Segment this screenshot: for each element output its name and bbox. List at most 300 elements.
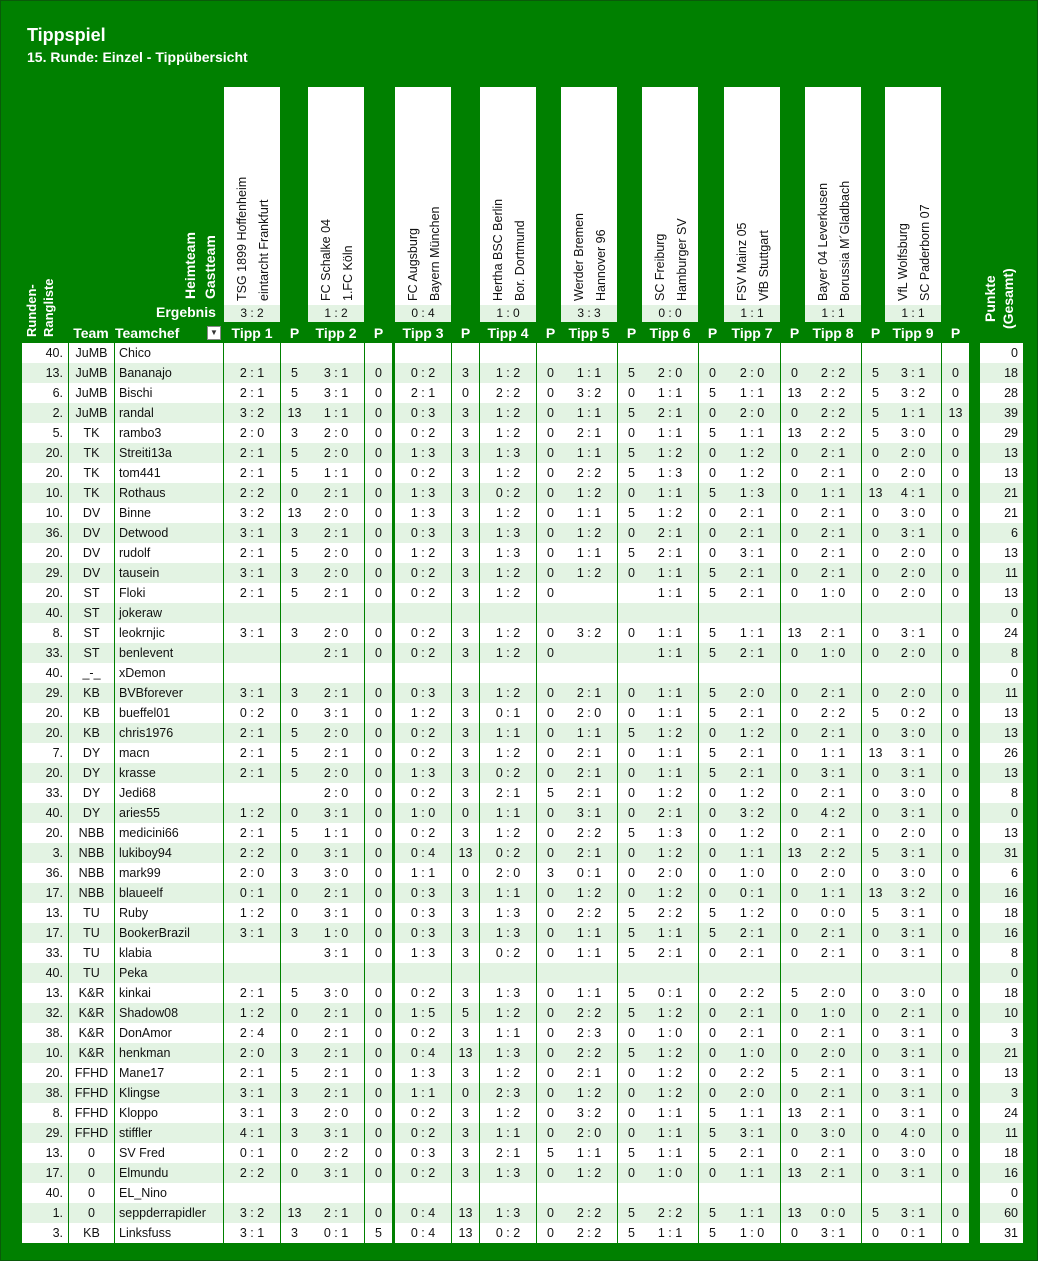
tipp-cell: 1 : 2	[561, 1083, 617, 1103]
points-cell: 5	[618, 443, 645, 463]
rank-cell: 5.	[22, 423, 68, 443]
tipp-cell: 0 : 0	[805, 903, 861, 923]
points-cell: 0	[365, 1043, 392, 1063]
teamchef-cell: rudolf	[115, 543, 223, 563]
points-cell	[537, 603, 564, 623]
tipp-cell: 0 : 2	[480, 1223, 536, 1243]
tipp-cell: 1 : 2	[480, 683, 536, 703]
tipp-cell	[561, 583, 617, 603]
table-row	[22, 823, 1025, 843]
points-cell: 0	[618, 483, 645, 503]
table-row	[22, 1063, 1025, 1083]
tipp-cell: 1 : 1	[308, 463, 364, 483]
tipp-cell: 2 : 0	[308, 503, 364, 523]
tipp-cell: 1 : 1	[561, 543, 617, 563]
tipp-cell: 3 : 2	[885, 883, 941, 903]
tipp-cell: 3 : 1	[885, 523, 941, 543]
tipp-cell: 1 : 1	[561, 923, 617, 943]
table-row	[22, 803, 1025, 823]
total-points-cell: 6	[980, 523, 1023, 543]
tipp-cell: 0 : 3	[395, 403, 451, 423]
points-cell: 0	[699, 403, 726, 423]
points-cell: 0	[699, 443, 726, 463]
tipp-cell: 2 : 0	[308, 563, 364, 583]
tipp-cell: 4 : 1	[885, 483, 941, 503]
points-cell: 13	[781, 1203, 808, 1223]
points-cell: 0	[281, 883, 308, 903]
points-cell	[537, 1183, 564, 1203]
tipp-cell: 3 : 1	[308, 803, 364, 823]
tipp-cell: 2 : 2	[561, 823, 617, 843]
away-team-name: VfB Stuttgart	[757, 230, 771, 301]
points-column-header: P	[626, 325, 637, 341]
points-cell: 0	[281, 903, 308, 923]
tipp-cell: 2 : 2	[561, 1203, 617, 1223]
tipp-cell: 2 : 1	[561, 1063, 617, 1083]
points-cell: 3	[452, 1063, 479, 1083]
points-cell: 0	[781, 763, 808, 783]
away-team-name: Hannover 96	[594, 229, 608, 301]
table-row	[22, 563, 1025, 583]
tipp-cell: 2 : 1	[308, 483, 364, 503]
table-row	[22, 1003, 1025, 1023]
points-cell: 0	[537, 883, 564, 903]
points-cell: 0	[537, 543, 564, 563]
points-cell: 0	[618, 783, 645, 803]
tipp-cell: 1 : 1	[642, 383, 698, 403]
tipp-cell: 0 : 2	[480, 943, 536, 963]
tipp-cell: 3 : 1	[224, 1223, 280, 1243]
tipp-cell: 2 : 0	[885, 563, 941, 583]
total-points-cell: 0	[980, 603, 1023, 623]
tipp-cell: 1 : 1	[642, 683, 698, 703]
tipp-cell: 2 : 1	[642, 803, 698, 823]
points-cell: 0	[537, 523, 564, 543]
tipp-cell: 3 : 1	[308, 843, 364, 863]
table-row	[22, 463, 1025, 483]
points-cell: 3	[281, 923, 308, 943]
tipp-cell	[724, 663, 780, 683]
team-cell: JuMB	[69, 363, 114, 383]
team-cell: NBB	[69, 883, 114, 903]
table-row	[22, 1083, 1025, 1103]
tipp-cell	[308, 963, 364, 983]
table-row	[22, 983, 1025, 1003]
tipp-cell	[885, 1183, 941, 1203]
table-row	[22, 863, 1025, 883]
tipp-cell: 1 : 0	[724, 863, 780, 883]
points-cell: 0	[942, 1123, 969, 1143]
rank-cell: 20.	[22, 723, 68, 743]
rank-cell: 2.	[22, 403, 68, 423]
team-cell: KB	[69, 1223, 114, 1243]
points-cell: 5	[618, 1003, 645, 1023]
tipp-cell: 1 : 2	[724, 823, 780, 843]
tipp-cell: 0 : 2	[395, 563, 451, 583]
rank-cell: 6.	[22, 383, 68, 403]
tipp-cell: 2 : 1	[308, 1023, 364, 1043]
away-team-name: eintarcht Frankfurt	[257, 199, 271, 301]
table-row	[22, 543, 1025, 563]
tipp-cell: 3 : 1	[885, 1163, 941, 1183]
home-team-name: FC Schalke 04	[319, 219, 333, 301]
team-cell: KB	[69, 723, 114, 743]
team-cell: TU	[69, 963, 114, 983]
home-team-name: Bayer 04 Leverkusen	[816, 182, 830, 301]
tipp-cell: 2 : 1	[805, 523, 861, 543]
tipp-cell: 2 : 0	[642, 363, 698, 383]
points-cell: 0	[537, 363, 564, 383]
tipp-cell: 1 : 1	[642, 623, 698, 643]
tipp-cell: 0 : 1	[561, 863, 617, 883]
tipp-cell: 0 : 2	[480, 763, 536, 783]
points-cell: 0	[781, 1003, 808, 1023]
points-cell: 0	[781, 803, 808, 823]
tipp-cell: 3 : 2	[224, 1203, 280, 1223]
team-cell: JuMB	[69, 343, 114, 363]
points-cell: 0	[618, 1063, 645, 1083]
tipp-cell: 1 : 2	[395, 543, 451, 563]
points-cell: 0	[699, 543, 726, 563]
tipp-cell: 0 : 3	[395, 903, 451, 923]
tipp-cell: 2 : 1	[561, 843, 617, 863]
total-points-cell: 18	[980, 983, 1023, 1003]
tipp-cell: 3 : 0	[885, 723, 941, 743]
points-cell: 5	[281, 463, 308, 483]
points-cell: 5	[281, 363, 308, 383]
tipp-cell: 2 : 0	[885, 543, 941, 563]
rank-cell: 3.	[22, 843, 68, 863]
tipp-cell: 2 : 0	[724, 1083, 780, 1103]
tipp-cell: 1 : 1	[642, 643, 698, 663]
teamchef-cell: seppderrapidler	[115, 1203, 223, 1223]
tipp-cell: 3 : 0	[885, 503, 941, 523]
points-cell: 0	[452, 863, 479, 883]
total-points-cell: 6	[980, 863, 1023, 883]
points-cell: 0	[537, 563, 564, 583]
tipp-cell: 2 : 1	[724, 923, 780, 943]
team-cell: TU	[69, 923, 114, 943]
tipp-cell: 3 : 1	[885, 1063, 941, 1083]
team-cell: ST	[69, 623, 114, 643]
points-cell: 3	[281, 523, 308, 543]
teamchef-cell: bueffel01	[115, 703, 223, 723]
points-cell: 0	[862, 1223, 889, 1243]
tipp-cell: 2 : 1	[561, 423, 617, 443]
tipp-cell: 2 : 3	[561, 1023, 617, 1043]
teamchef-cell: Mane17	[115, 1063, 223, 1083]
rank-cell: 40.	[22, 1183, 68, 1203]
points-cell: 0	[699, 783, 726, 803]
tipp-cell: 2 : 1	[224, 443, 280, 463]
points-cell	[452, 343, 479, 363]
points-cell: 5	[618, 983, 645, 1003]
tipp-cell: 2 : 1	[805, 1103, 861, 1123]
points-cell: 0	[781, 363, 808, 383]
points-cell: 5	[618, 943, 645, 963]
points-column-header: P	[373, 325, 384, 341]
points-cell: 0	[862, 583, 889, 603]
tipp-cell: 1 : 2	[724, 463, 780, 483]
rank-cell: 13.	[22, 1143, 68, 1163]
tipp-cell	[642, 963, 698, 983]
points-cell: 0	[537, 583, 564, 603]
points-cell	[281, 963, 308, 983]
tipp-cell: 3 : 0	[308, 863, 364, 883]
total-points-cell: 13	[980, 463, 1023, 483]
points-cell: 0	[862, 683, 889, 703]
filter-dropdown-icon[interactable]: ▼	[207, 326, 221, 340]
tipp-cell: 2 : 1	[308, 1003, 364, 1023]
tipp-cell: 1 : 2	[561, 1163, 617, 1183]
points-column-header: P	[460, 325, 471, 341]
points-cell: 13	[781, 383, 808, 403]
rank-cell: 13.	[22, 363, 68, 383]
points-cell: 0	[781, 1223, 808, 1243]
points-cell: 0	[862, 783, 889, 803]
tipp-column-header: Tipp 7	[731, 325, 773, 341]
points-cell: 0	[365, 823, 392, 843]
tipp-cell: 1 : 3	[395, 1063, 451, 1083]
tipp-cell: 1 : 0	[724, 1043, 780, 1063]
points-cell: 3	[452, 643, 479, 663]
tipp-cell: 2 : 1	[224, 983, 280, 1003]
tipp-cell: 2 : 1	[805, 623, 861, 643]
total-points-cell: 13	[980, 1063, 1023, 1083]
team-cell: DY	[69, 743, 114, 763]
tipp-cell: 2 : 1	[724, 703, 780, 723]
points-cell: 5	[618, 503, 645, 523]
tipp-cell	[561, 663, 617, 683]
tipp-cell: 1 : 1	[642, 1123, 698, 1143]
rank-cell: 29.	[22, 1123, 68, 1143]
table-row	[22, 403, 1025, 423]
tipp-cell: 0 : 3	[395, 1143, 451, 1163]
points-cell: 0	[781, 683, 808, 703]
tipp-cell: 3 : 1	[885, 1103, 941, 1123]
tipp-cell: 1 : 1	[642, 583, 698, 603]
points-cell: 3	[452, 543, 479, 563]
tipp-cell: 1 : 1	[805, 743, 861, 763]
tipp-cell	[395, 1183, 451, 1203]
points-cell: 13	[781, 843, 808, 863]
table-row	[22, 1043, 1025, 1063]
tipp-cell: 1 : 3	[480, 543, 536, 563]
page-subtitle: 15. Runde: Einzel - Tippübersicht	[27, 49, 248, 65]
points-cell	[699, 603, 726, 623]
tipp-cell: 0 : 1	[480, 703, 536, 723]
points-cell: 3	[452, 783, 479, 803]
teamchef-cell: chris1976	[115, 723, 223, 743]
team-cell: TK	[69, 443, 114, 463]
tipp-column-header: Tipp 4	[487, 325, 529, 341]
points-cell: 0	[365, 723, 392, 743]
tipp-cell: 0 : 2	[395, 583, 451, 603]
tipp-cell: 2 : 0	[224, 423, 280, 443]
points-cell: 0	[942, 763, 969, 783]
total-points-cell: 11	[980, 563, 1023, 583]
tipp-cell: 2 : 1	[724, 1023, 780, 1043]
rank-cell: 40.	[22, 663, 68, 683]
table-row	[22, 1143, 1025, 1163]
tipp-cell: 2 : 0	[805, 863, 861, 883]
tipp-cell: 2 : 0	[724, 403, 780, 423]
points-cell: 5	[699, 483, 726, 503]
table-row	[22, 1103, 1025, 1123]
points-cell: 3	[452, 1023, 479, 1043]
tipp-cell: 1 : 2	[395, 703, 451, 723]
points-cell: 3	[281, 1223, 308, 1243]
rank-cell: 36.	[22, 523, 68, 543]
total-points-cell: 11	[980, 683, 1023, 703]
tipp-cell: 0 : 2	[395, 423, 451, 443]
tipp-cell: 2 : 2	[561, 1223, 617, 1243]
tipp-cell: 2 : 1	[724, 523, 780, 543]
teamchef-cell: rambo3	[115, 423, 223, 443]
tipp-cell: 0 : 3	[395, 523, 451, 543]
teamchef-cell: krasse	[115, 763, 223, 783]
total-points-cell: 13	[980, 543, 1023, 563]
tipp-cell: 1 : 2	[642, 1083, 698, 1103]
points-cell: 3	[452, 623, 479, 643]
teamchef-cell: leokrnjic	[115, 623, 223, 643]
match-result: 1 : 0	[480, 305, 536, 322]
tipp-cell: 2 : 0	[885, 443, 941, 463]
points-cell: 0	[942, 783, 969, 803]
points-cell	[365, 1183, 392, 1203]
tipp-cell: 0 : 3	[395, 923, 451, 943]
points-cell: 0	[537, 463, 564, 483]
tipp-cell: 1 : 1	[642, 1143, 698, 1163]
tipp-cell: 0 : 2	[480, 843, 536, 863]
points-cell: 0	[781, 463, 808, 483]
tipp-cell: 3 : 0	[885, 1143, 941, 1163]
points-cell	[618, 643, 645, 663]
tipp-cell: 2 : 2	[724, 1063, 780, 1083]
points-cell: 3	[452, 1123, 479, 1143]
points-cell: 0	[365, 903, 392, 923]
rank-cell: 7.	[22, 743, 68, 763]
points-cell: 0	[699, 523, 726, 543]
points-cell: 3	[281, 423, 308, 443]
tipp-cell: 1 : 1	[561, 403, 617, 423]
tipp-cell: 2 : 0	[224, 863, 280, 883]
points-cell: 0	[942, 823, 969, 843]
tipp-cell: 0 : 2	[395, 463, 451, 483]
tipp-cell	[805, 603, 861, 623]
tipp-cell: 3 : 1	[308, 943, 364, 963]
tipp-cell: 1 : 1	[642, 763, 698, 783]
tipp-cell: 2 : 2	[561, 1043, 617, 1063]
points-cell: 0	[618, 1103, 645, 1123]
tipp-cell: 1 : 2	[480, 463, 536, 483]
tipp-cell: 3 : 1	[885, 763, 941, 783]
points-cell: 0	[537, 1123, 564, 1143]
points-cell	[942, 963, 969, 983]
points-cell	[365, 663, 392, 683]
points-cell: 0	[699, 983, 726, 1003]
points-cell: 0	[699, 863, 726, 883]
points-cell: 0	[365, 1083, 392, 1103]
tipp-cell: 1 : 3	[724, 483, 780, 503]
points-cell: 0	[942, 1003, 969, 1023]
points-cell: 0	[365, 1063, 392, 1083]
points-cell: 0	[281, 1003, 308, 1023]
away-team-name: Bayern München	[428, 206, 442, 301]
match-result: 1 : 1	[885, 305, 941, 322]
tipp-cell: 3 : 1	[308, 1163, 364, 1183]
tipp-cell: 2 : 1	[724, 583, 780, 603]
points-column-header: P	[870, 325, 881, 341]
total-points-cell: 24	[980, 623, 1023, 643]
points-cell: 13	[281, 1203, 308, 1223]
teamchef-cell: blaueelf	[115, 883, 223, 903]
team-cell: 0	[69, 1163, 114, 1183]
points-cell: 5	[699, 1103, 726, 1123]
tipp-cell: 1 : 2	[480, 823, 536, 843]
points-cell: 5	[862, 363, 889, 383]
points-cell: 0	[537, 1103, 564, 1123]
points-cell: 0	[365, 1003, 392, 1023]
tipp-column-header: Tipp 8	[812, 325, 854, 341]
tipp-cell: 1 : 5	[395, 1003, 451, 1023]
teamchef-cell: tom441	[115, 463, 223, 483]
tipp-cell: 1 : 3	[642, 823, 698, 843]
points-cell: 0	[365, 983, 392, 1003]
away-team-name: Bor. Dortmund	[513, 220, 527, 301]
rangliste-header: Runden-Rangliste	[24, 278, 56, 337]
tipp-cell: 2 : 0	[308, 423, 364, 443]
total-points-cell: 26	[980, 743, 1023, 763]
points-cell: 3	[452, 563, 479, 583]
total-points-cell: 0	[980, 963, 1023, 983]
points-cell: 0	[699, 1083, 726, 1103]
tipp-cell: 1 : 2	[724, 723, 780, 743]
points-cell: 0	[699, 723, 726, 743]
points-cell: 0	[942, 703, 969, 723]
rank-cell: 17.	[22, 883, 68, 903]
tipp-cell: 1 : 2	[480, 583, 536, 603]
tipp-cell: 2 : 1	[308, 1063, 364, 1083]
points-cell: 0	[942, 1163, 969, 1183]
points-cell: 5	[281, 743, 308, 763]
tipp-cell: 2 : 2	[642, 903, 698, 923]
table-row	[22, 1203, 1025, 1223]
points-cell: 0	[781, 903, 808, 923]
tipp-cell: 1 : 2	[224, 1003, 280, 1023]
table-row	[22, 1223, 1025, 1243]
points-cell: 0	[781, 563, 808, 583]
team-cell: DV	[69, 543, 114, 563]
teamchef-column-header: Teamchef	[115, 325, 180, 341]
points-cell: 0	[365, 863, 392, 883]
tipp-cell: 1 : 1	[642, 743, 698, 763]
tipp-cell: 3 : 2	[224, 503, 280, 523]
points-cell: 0	[537, 623, 564, 643]
team-cell: K&R	[69, 1023, 114, 1043]
points-cell: 0	[942, 843, 969, 863]
points-cell: 5	[618, 1143, 645, 1163]
tipp-cell: 1 : 1	[480, 1023, 536, 1043]
points-cell	[618, 343, 645, 363]
points-cell: 0	[942, 643, 969, 663]
points-cell: 0	[942, 583, 969, 603]
tipp-cell: 1 : 2	[642, 783, 698, 803]
tipp-cell: 2 : 4	[224, 1023, 280, 1043]
points-cell: 0	[699, 463, 726, 483]
points-cell: 0	[365, 443, 392, 463]
tipp-cell: 2 : 1	[805, 683, 861, 703]
